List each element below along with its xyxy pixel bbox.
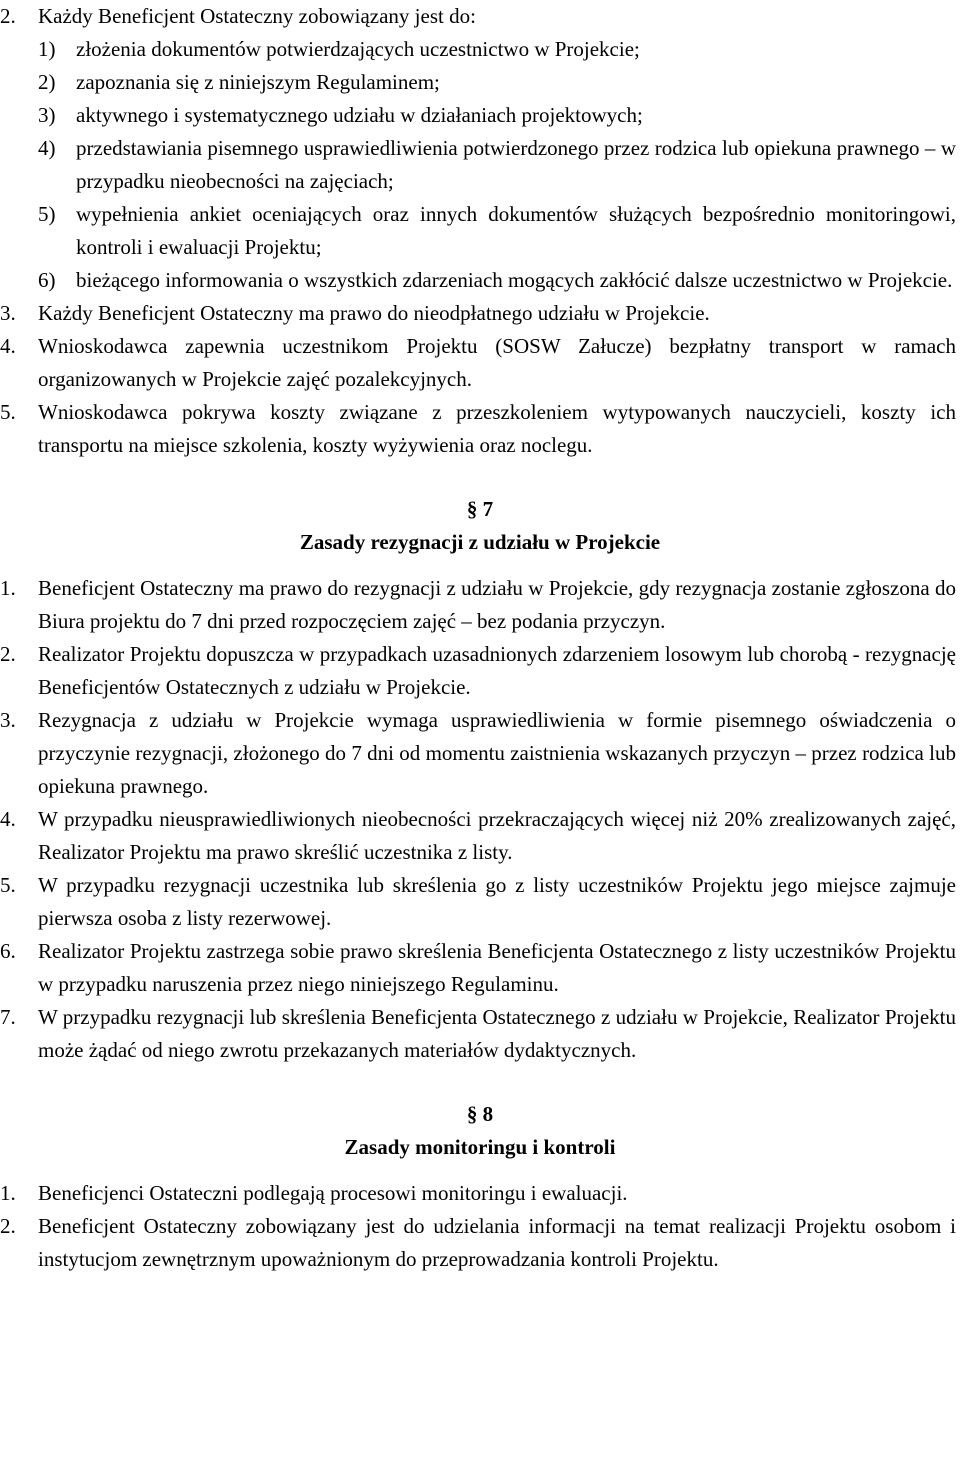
item-number: 6. bbox=[0, 939, 16, 963]
item-text: Realizator Projektu zastrzega sobie prawo skreślenia Beneficjenta Ostatecznego z listy uczestników Projektu w przypadku naruszenia przez niego niniejszego Regulaminu. bbox=[38, 939, 956, 996]
spacer bbox=[0, 559, 960, 572]
list-item bbox=[0, 1001, 960, 1067]
list-item bbox=[0, 0, 960, 33]
item-number: 4. bbox=[0, 807, 16, 831]
sub-item-text: zapoznania się z niniejszym Regulaminem; bbox=[76, 70, 440, 94]
spacer bbox=[0, 1067, 960, 1098]
section-number: § 7 bbox=[466, 497, 494, 521]
item-text: W przypadku rezygnacji lub skreślenia Beneficjenta Ostatecznego z udziału w Projekcie, Realizator Projektu może żądać od niego zwrotu przekazanych materiałów dydaktycznych. bbox=[38, 1005, 956, 1062]
list-item bbox=[0, 935, 960, 1001]
list-item bbox=[0, 1177, 960, 1210]
sub-list-item bbox=[0, 33, 960, 66]
item-number: 2. bbox=[0, 4, 16, 28]
list-item bbox=[0, 803, 960, 869]
item-text: Realizator Projektu dopuszcza w przypadkach uzasadnionych zdarzeniem losowym lub chorobą - rezygnację Beneficjentów Ostatecznych z udziału w Projekcie. bbox=[38, 642, 956, 699]
list-item bbox=[0, 330, 960, 396]
item-number: 3. bbox=[0, 708, 16, 732]
item-number: 5. bbox=[0, 400, 16, 424]
list-item bbox=[0, 1210, 960, 1276]
item-number: 2. bbox=[0, 1214, 16, 1238]
sub-list-item bbox=[0, 66, 960, 99]
sub-list-item bbox=[0, 99, 960, 132]
sub-item-text: złożenia dokumentów potwierdzających uczestnictwo w Projekcie; bbox=[76, 37, 640, 61]
list-item bbox=[0, 396, 960, 462]
list-item bbox=[0, 297, 960, 330]
sub-item-number: 6) bbox=[38, 268, 56, 292]
sub-item-text: bieżącego informowania o wszystkich zdarzeniach mogących zakłócić dalsze uczestnictwo w Projekcie. bbox=[76, 268, 953, 292]
sub-item-text: wypełnienia ankiet oceniających oraz innych dokumentów służących bezpośrednio monitoringowi, kontroli i ewaluacji Projektu; bbox=[76, 202, 956, 259]
sub-item-number: 2) bbox=[38, 70, 56, 94]
item-number: 4. bbox=[0, 334, 16, 358]
item-text: W przypadku nieusprawiedliwionych nieobecności przekraczających więcej niż 20% zrealizowanych zajęć, Realizator Projektu ma prawo skreślić uczestnika z listy. bbox=[38, 807, 956, 864]
item-text: Beneficjent Ostateczny ma prawo do rezygnacji z udziału w Projekcie, gdy rezygnacja zostanie zgłoszona do Biura projektu do 7 dni przed rozpoczęciem zajęć – bez podania przyczyn. bbox=[38, 576, 956, 633]
item-number: 1. bbox=[0, 1181, 16, 1205]
item-text: Wnioskodawca pokrywa koszty związane z przeszkoleniem wytypowanych nauczycieli, koszty ich transportu na miejsce szkolenia, koszty wyżywienia oraz noclegu. bbox=[38, 400, 956, 457]
item-text: W przypadku rezygnacji uczestnika lub skreślenia go z listy uczestników Projektu jego miejsce zajmuje pierwsza osoba z listy rezerwowej. bbox=[38, 873, 956, 930]
item-text: Beneficjent Ostateczny zobowiązany jest do udzielania informacji na temat realizacji Projektu osobom i instytucjom zewnętrznym upoważnionym do przeprowadzania kontroli Projektu. bbox=[38, 1214, 956, 1271]
item-text: Wnioskodawca zapewnia uczestnikom Projektu (SOSW Załucze) bezpłatny transport w ramach organizowanych w Projekcie zajęć pozalekcyjnych. bbox=[38, 334, 956, 391]
list-item bbox=[0, 869, 960, 935]
sub-item-number: 1) bbox=[38, 37, 56, 61]
item-text: Każdy Beneficjent Ostateczny zobowiązany jest do: bbox=[38, 4, 476, 28]
sub-list-item bbox=[0, 198, 960, 264]
section-title: Zasady monitoringu i kontroli bbox=[344, 1135, 616, 1159]
item-text: Rezygnacja z udziału w Projekcie wymaga usprawiedliwienia w formie pisemnego oświadczenia o przyczynie rezygnacji, złożonego do 7 dni od momentu zaistnienia wskazanych przyczyn – przez rodzica lub opiekuna prawnego. bbox=[38, 708, 956, 798]
list-item bbox=[0, 638, 960, 704]
item-number: 2. bbox=[0, 642, 16, 666]
spacer bbox=[0, 462, 960, 493]
section-number: § 8 bbox=[466, 1102, 494, 1126]
list-item bbox=[0, 572, 960, 638]
item-text: Każdy Beneficjent Ostateczny ma prawo do nieodpłatnego udziału w Projekcie. bbox=[38, 301, 710, 325]
sub-item-number: 5) bbox=[38, 202, 56, 226]
spacer bbox=[0, 1164, 960, 1177]
item-number: 1. bbox=[0, 576, 16, 600]
sub-item-number: 4) bbox=[38, 136, 56, 160]
section-title: Zasady rezygnacji z udziału w Projekcie bbox=[299, 530, 661, 554]
item-number: 7. bbox=[0, 1005, 16, 1029]
sub-item-text: przedstawiania pisemnego usprawiedliwienia potwierdzonego przez rodzica lub opiekuna prawnego – w przypadku nieobecności na zajęciach; bbox=[76, 136, 956, 193]
item-number: 5. bbox=[0, 873, 16, 897]
list-item bbox=[0, 704, 960, 803]
sub-item-text: aktywnego i systematycznego udziału w działaniach projektowych; bbox=[76, 103, 643, 127]
item-text: Beneficjenci Ostateczni podlegają procesowi monitoringu i ewaluacji. bbox=[38, 1181, 628, 1205]
sub-list-item bbox=[0, 264, 960, 297]
sub-list-item bbox=[0, 132, 960, 198]
item-number: 3. bbox=[0, 301, 16, 325]
sub-item-number: 3) bbox=[38, 103, 56, 127]
